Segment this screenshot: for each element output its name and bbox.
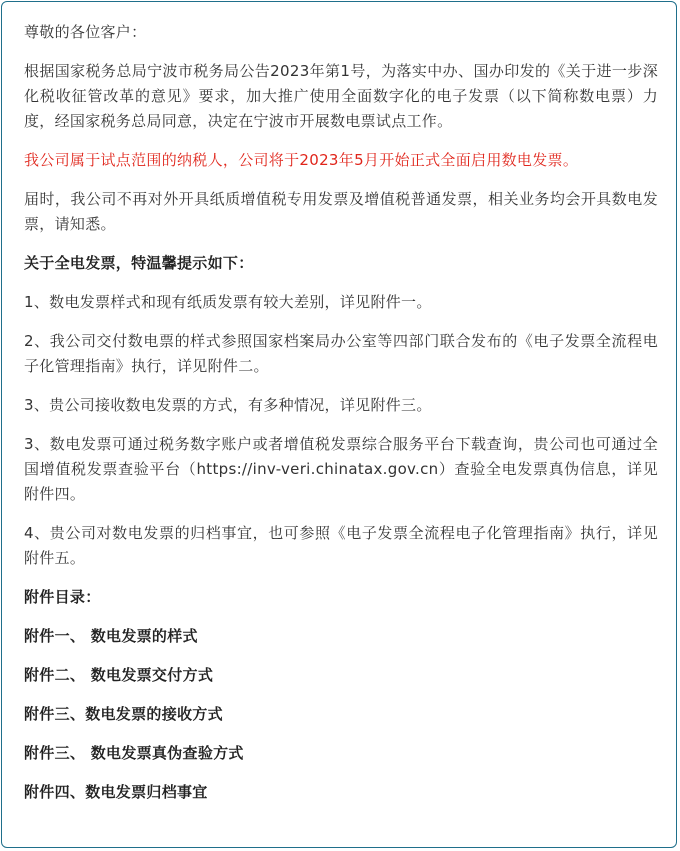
attachment-item: 附件二、 数电发票交付方式 [24,666,214,684]
highlight-paragraph: 我公司属于试点范围的纳税人，公司将于2023年5月开始正式全面启用数电发票。 [24,151,579,169]
tip-item: 3、贵公司接收数电发票的方式，有多种情况，详见附件三。 [24,396,432,414]
tip-item: 3、数电发票可通过税务数字账户或者增值税发票综合服务平台下载查询，贵公司也可通过全国增值税发票查验平台（https://inv-veri.chinatax.gov.cn）查验全电发票真伪信息，详见附件四。 [24,435,658,503]
tip-item: 4、贵公司对数电发票的归档事宜，也可参照《电子发票全流程电子化管理指南》执行，详见附件五。 [24,524,658,567]
tip-item: 1、数电发票样式和现有纸质发票有较大差别，详见附件一。 [24,293,432,311]
attachment-item: 附件四、数电发票归档事宜 [24,783,208,801]
tips-heading: 关于全电发票，特温馨提示如下： [24,254,254,272]
attachments-heading: 附件目录： [24,588,101,606]
greeting: 尊敬的各位客户： [24,23,147,41]
statement-paragraph: 届时，我公司不再对外开具纸质增值税专用发票及增值税普通发票，相关业务均会开具数电发票，请知悉。 [24,190,658,233]
intro-paragraph: 根据国家税务总局宁波市税务局公告2023年第1号，为落实中办、国办印发的《关于进一步深化税收征管改革的意见》要求，加大推广使用全面数字化的电子发票（以下简称数电票）力度，经国家税务总局同意，决定在宁波市开展数电票试点工作。 [24,62,658,130]
tip-item: 2、我公司交付数电票的样式参照国家档案局办公室等四部门联合发布的《电子发票全流程电子化管理指南》执行，详见附件二。 [24,332,658,375]
attachment-item: 附件三、 数电发票真伪查验方式 [24,744,244,762]
attachment-item: 附件三、数电发票的接收方式 [24,705,223,723]
attachment-item: 附件一、 数电发票的样式 [24,627,198,645]
notice-card [1,1,677,848]
